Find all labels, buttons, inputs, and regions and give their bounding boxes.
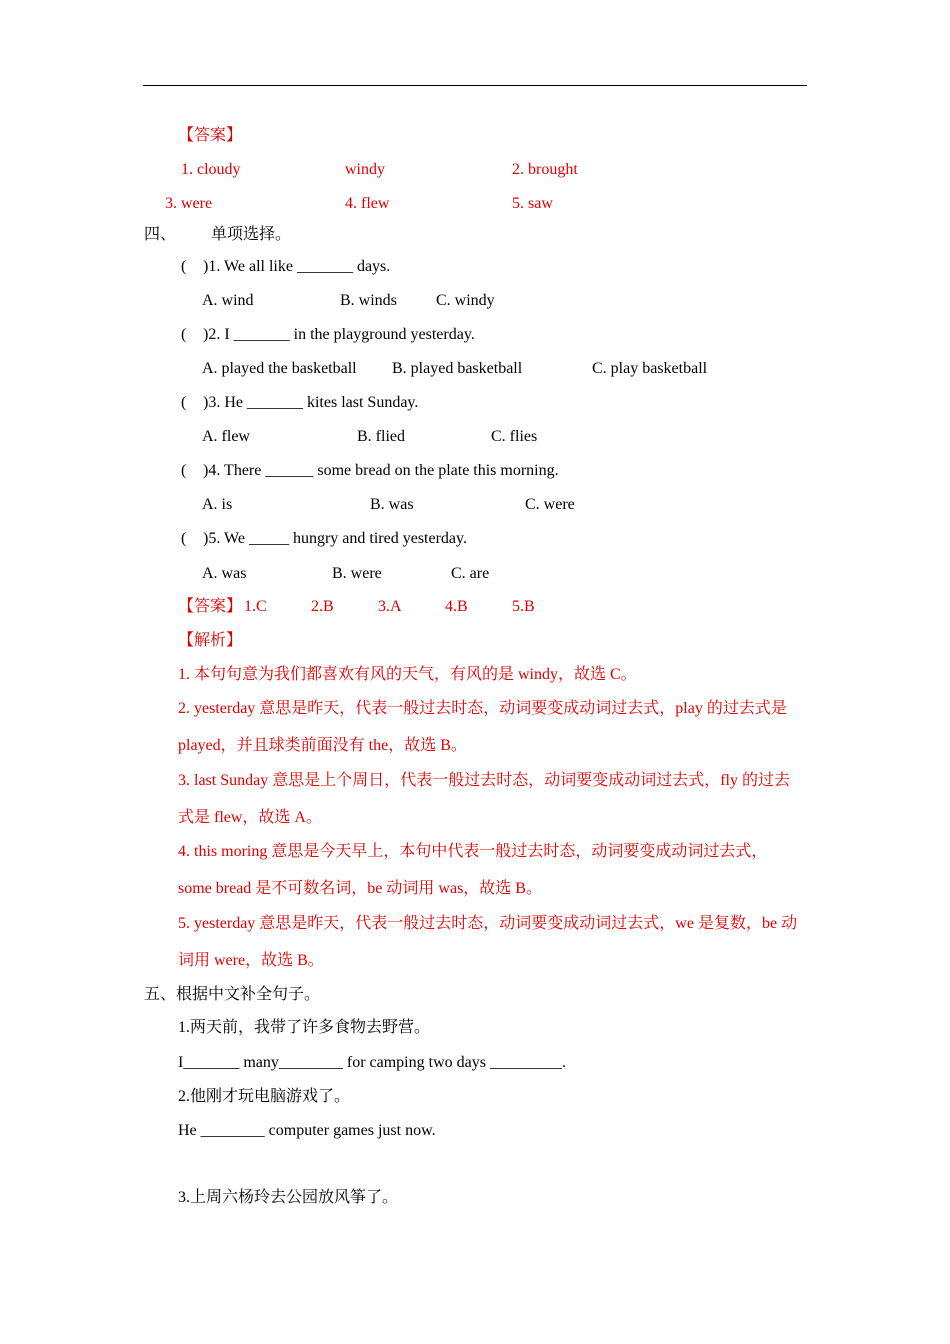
question-option: B. flied [357,428,405,445]
question-paren: ( [181,326,187,343]
analysis-line: 2. yesterday 意思是昨天，代表一般过去时态，动词要变成动词过去式，play 的过去式是 [178,700,787,717]
answer-item: 3. were [165,195,213,212]
answer-item: 3.A [378,598,402,615]
answer-item: 5. saw [512,195,553,212]
analysis-line: 4. this moring 意思是今天早上，本句中代表一般过去时态，动词要变成动词过去式， [178,843,768,860]
question-stem: )5. We _____ hungry and tired yesterday. [203,530,467,547]
question-option: C. are [451,565,490,582]
answer-item: 2.B [311,598,334,615]
answer-item: 5.B [512,598,535,615]
section5-line: He ________ computer games just now. [178,1122,436,1139]
question-paren: ( [181,394,187,411]
analysis-line: played，并且球类前面没有 the，故选 B。 [178,737,467,754]
answer-item: 1. cloudy [181,161,241,178]
question-option: B. winds [340,292,397,309]
question-option: A. is [202,496,233,513]
analysis-line: 3. last Sunday 意思是上个周日，代表一般过去时态，动词要变成动词过去式，fly 的过去 [178,772,790,789]
answer-item: 4.B [445,598,468,615]
section5-line: I_______ many________ for camping two days _________. [178,1054,566,1071]
analysis-line: some bread 是不可数名词，be 动词用 was，故选 B。 [178,880,542,897]
question-option: C. flies [491,428,538,445]
question-option: C. were [525,496,575,513]
answer-label: 【答案】 [178,598,243,615]
answer-item: 1.C [244,598,267,615]
question-option: C. play basketball [592,360,708,377]
question-option: B. played basketball [392,360,523,377]
question-option: A. flew [202,428,250,445]
question-option: B. were [332,565,382,582]
question-option: C. windy [436,292,495,309]
question-option: B. was [370,496,414,513]
analysis-line: 5. yesterday 意思是昨天，代表一般过去时态，动词要变成动词过去式，we 是复数，be 动 [178,915,798,932]
question-option: A. wind [202,292,254,309]
question-paren: ( [181,462,187,479]
section-title: 单项选择。 [211,226,292,243]
question-paren: ( [181,530,187,547]
header-rule [143,85,807,86]
question-stem: )2. I _______ in the playground yesterday. [203,326,475,343]
question-stem: )1. We all like _______ days. [203,258,391,275]
answer-item: 2. brought [512,161,578,178]
section-number: 四、 [144,226,177,243]
question-option: A. was [202,565,247,582]
analysis-line: 1. 本句句意为我们都喜欢有风的天气，有风的是 windy，故选 C。 [178,666,637,683]
answer-item: windy [345,161,385,178]
section5-line: 1.两天前，我带了许多食物去野营。 [178,1019,431,1036]
question-paren: ( [181,258,187,275]
question-stem: )3. He _______ kites last Sunday. [203,394,419,411]
answer-item: 4. flew [345,195,390,212]
analysis-line: 式是 flew，故选 A。 [178,809,322,826]
analysis-line: 词用 were，故选 B。 [178,952,324,969]
section5-line: 3.上周六杨玲去公园放风筝了。 [178,1189,399,1206]
question-option: A. played the basketball [202,360,357,377]
section-title: 五、根据中文补全句子。 [144,986,321,1003]
question-stem: )4. There ______ some bread on the plate this morning. [203,462,559,479]
section5-line: 2.他刚才玩电脑游戏了。 [178,1088,351,1105]
answer-label: 【答案】 [178,127,243,144]
analysis-label: 【解析】 [178,632,243,649]
